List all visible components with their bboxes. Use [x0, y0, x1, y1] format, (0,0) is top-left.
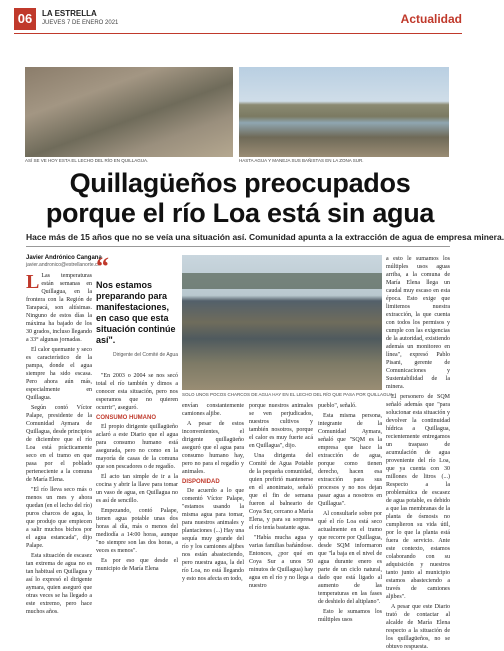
paragraph: "El río lleva seco más o menos un mes y ahora quedan (en el lecho del río) puros charcos de agua, lo que produjo que empiecen a salir muchos bichos por el agua estancada", dijo Palape.	[26, 487, 92, 549]
paragraph: Según contó Víctor Palape, presidente de la Comunidad Aymara de Quillagua, desde principios de diciembre que el río Loa está prácticamente seco en el tramo en que pasa por el poblado perteneciente a la comuna de María Elena.	[26, 405, 92, 483]
article-headline: Quillagüeños preocupados porque el río Loa está sin agua	[45, 168, 435, 228]
header-rule	[14, 33, 462, 34]
caption-right: HASTA AGUA Y MANEJA SUS BAÑISTAS EN LA ZONA SUR.	[239, 158, 364, 163]
page-header	[14, 8, 462, 30]
paragraph: pueblo", señaló.	[318, 403, 357, 409]
column-4	[249, 402, 313, 589]
paragraph: porque nuestros animales se ven perjudicados, nuestros cultivos y también nosotros, porque el calor es muy fuerte acá en Quillagua", dijo.	[249, 403, 313, 449]
paragraph: Esta misma persona, integrante de la Comunidad Aymara, señaló que "SQM es la empresa que hace la extracción de agua, porque como tienen derecho, hacen esa extracción para sus procesos y no nos dejan pasar agua a nosotros en Quillagua".	[318, 413, 382, 507]
riverbed-photo	[25, 67, 233, 157]
coya-sur-photo	[239, 67, 449, 157]
column-2	[96, 372, 178, 572]
subheading-disponidad: DISPONIDAD	[182, 479, 220, 485]
paragraph: Esta situación de escasez tan extrema de agua no es tan habitual en Quillagua y así lo expresó el dirigente aymara, quien aseguró que otras veces se ha llegado a este extremo, pero hace muchos años.	[26, 553, 92, 615]
quote-mark-icon: “	[96, 252, 109, 281]
subhead-rule	[26, 246, 450, 247]
column-1	[26, 271, 92, 615]
paragraph: Es por eso que desde el municipio de María Elena	[96, 558, 178, 572]
paragraph: Esto le sumamos los múltiples usos	[318, 609, 382, 623]
paragraph: L Las temperaturas están semanas en Quillagua, en la frontera con la Región de Tarapacá, son altísimas. Ninguno de estos días la máxima ha bajado de los 30 grados, incluso llegando a 33° algunas jornadas.	[26, 271, 92, 343]
vegetation-band	[182, 273, 382, 289]
paragraph: Una dirigenta del Comité de Agua Potable de la pequeña comunidad, quien prefirió mantenerse en el anonimato, señaló que el fin de semana fueron al balneario de Coya Sur, cercano a María Elena, y para su sorpresa el río tenía bastante agua.	[249, 453, 313, 531]
paragraph: Al consultarle sobre por qué el río Loa está seco actualmente en el tramo que recorre por Quillagua, desde SQM informaron que "la baja en el nivel de agua durante enero es parte de un ciclo natural, dado que está ligado al aumento de las temperaturas en las fases de deshielo del altiplano".	[318, 511, 382, 605]
page-number: 06	[14, 8, 36, 30]
newspaper-name: LA ESTRELLA	[42, 9, 97, 18]
pull-quote	[96, 252, 178, 359]
section-name: Actualidad	[400, 12, 462, 26]
paragraph: a esto le sumamos los múltiples usos aguas arriba, a la comuna de María Elena llega un caudal muy escaso en esta época. Esto exige que limitemos nuestra extracción, la que cuenta con todos los permisos y cumple con las exigencias de la autoridad, existiendo además un monitoreo en línea", expresó Pablo Pisani, gerente de Comunicaciones y Sustentabilidad de la minera.	[386, 256, 450, 390]
paragraph: El acto tan simple de ir a la cocina y abrir la llave para tomar un vaso de agua, en Quillagua no es así de sencillo.	[96, 474, 178, 504]
river-puddles-photo	[182, 255, 382, 390]
paragraph: El calor quemante y seco es característico de la pampa, donde el agua siempre ha sido escasa. Pero ahora aún más, especialmente en Quillagua.	[26, 347, 92, 401]
column-3	[182, 402, 244, 582]
paragraph: A pesar que este Diario trató de contactar al alcalde de María Elena respecto a la situación de los quillagüeños, no se obtuvo respuesta.	[386, 604, 450, 650]
pull-quote-attribution: Dirigente del Comité de Agua	[112, 352, 178, 358]
column-5	[318, 402, 382, 623]
paragraph: Empezando, contó Palape, tienen agua potable unas dos horas al día, más o menos del mediodía a 14:00 horas, aunque "no siempre son las dos horas, a veces es menos".	[96, 508, 178, 554]
caption-left: ASÍ SE VE HOY ESTA EL LECHO DEL RÍO EN QUILLAGUA.	[25, 158, 149, 163]
drop-cap: L	[26, 271, 40, 293]
paragraph: A pesar de estos inconvenientes, el dirigente quillagüeño aseguró que el agua para consumo humano hay, pero no para el regadío y animales.	[182, 421, 244, 475]
caption-center: SOLO UNOS POCOS CHARCOS DE AGUA HAY EN EL LECHO DEL RÍO QUE PASA POR QUILLAGUA.	[182, 392, 394, 397]
author-email: javier.andronico@estrellanorte.cl	[26, 262, 99, 268]
paragraph: De acuerdo a lo que comentó Víctor Palape, "estamos usando la misma agua para tomar, para nuestros animales y plantaciones (...) Hay una sequía muy grande del río y los camiones aljibes nos están abasteciendo, pero nuestra agua, la del río Loa, no está llegando y esto nos afecta en todo,	[182, 488, 244, 582]
paragraph: envían constantemente camiones aljibe.	[182, 403, 244, 417]
subheading-consumo: CONSUMO HUMANO	[96, 415, 156, 421]
column-6	[386, 255, 450, 650]
byline: Javier Andrónico Cangana	[26, 255, 102, 261]
paragraph: "Había mucha agua y varias familias bañándose. Entonces, ¿por qué en Coya Sur a unos 50 minutos de Quillagua) hay agua en el río y no llega a nuestro	[249, 535, 313, 589]
issue-date: JUEVES 7 DE ENERO 2021	[42, 20, 119, 26]
pull-quote-text: Nos estamos preparando para manifestaciones, en caso que esta situación continúe así".	[96, 280, 176, 345]
article-subheadline: Hace más de 15 años que no se veía una situación así. Comunidad apunta a la extracción de agua de empresa minera.	[26, 232, 504, 242]
paragraph: El propio dirigente quillagüeño aclaró a este Diario que el agua para consumo humano está asegurada, pero no como en la mayoría de casas de la comuna que son pescadores o de regadío.	[96, 424, 178, 470]
paragraph: "En 2003 o 2004 se nos secó total el río también y dimos a conocer esta situación, pero nos esperamos que no quieren ocurrir", aseguró.	[96, 373, 178, 411]
paragraph: El personero de SQM señaló además que "para solucionar esta situación y devolver la continuidad hídrica a Quillagua, recientemente entregamos un traspaso de acumulación de agua proveniente del río Loa, que ya cuenta con 30 millones de litros (...) Respecto a la problemática de escasez de agua potable, es debido a que las membranas de la planta de ósmosis no cumplieron su vida útil, por lo que la planta está fuera de servicio. Ante este contexto, estamos colaborando con su adquisición y nuestros tanto junto al municipio estamos abasteciendo a través de camiones aljibes".	[386, 394, 450, 600]
